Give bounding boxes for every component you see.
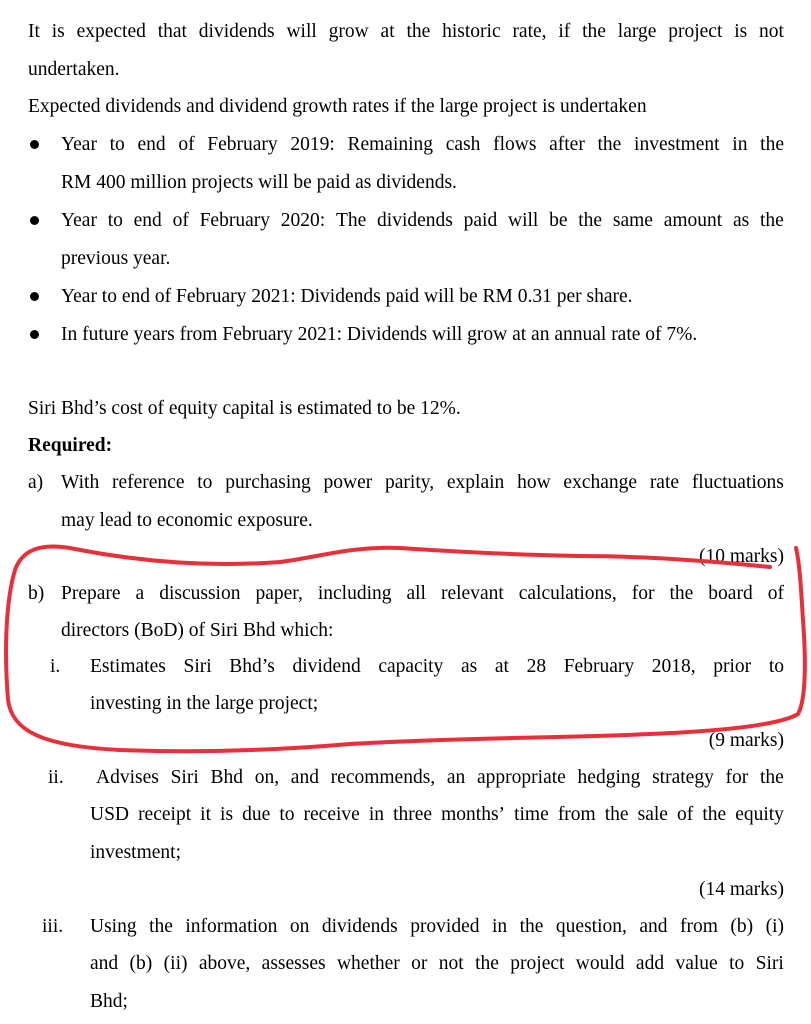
part-b-ii-line-2: USD receipt it is due to receive in three months’ time from the sale of the equity: [90, 804, 784, 825]
part-a-line-2: may lead to economic exposure.: [61, 510, 313, 531]
intro-line-1: It is expected that dividends will grow at the historic rate, if the large project is not: [28, 21, 784, 42]
part-a-marks: (10 marks): [698, 546, 784, 567]
part-b-iii-label: iii.: [42, 916, 64, 937]
bullet-3-line-1: Year to end of February 2021: Dividends paid will be RM 0.31 per share.: [61, 286, 633, 307]
part-b-line-1: Prepare a discussion paper, including all relevant calculations, for the board of: [61, 583, 784, 604]
part-b-iii-line-2: and (b) (ii) above, assesses whether or not the project would add value to Siri: [90, 953, 784, 974]
part-b-i-line-1: Estimates Siri Bhd’s dividend capacity as at 28 February 2018, prior to: [90, 656, 784, 677]
bullet-dot: [30, 140, 39, 149]
part-a-line-1: With reference to purchasing power parity, explain how exchange rate fluctuations: [61, 472, 784, 493]
bullet-4-line-1: In future years from February 2021: Dividends will grow at an annual rate of 7%.: [61, 324, 698, 345]
required-heading: Required:: [28, 435, 113, 456]
part-b-ii-line-3: investment;: [90, 842, 181, 863]
part-b-line-2: directors (BoD) of Siri Bhd which:: [61, 620, 334, 641]
part-b-ii-marks: (14 marks): [698, 879, 784, 900]
part-b-iii-line-3: Bhd;: [90, 991, 128, 1012]
part-a-label: a): [28, 472, 44, 493]
part-b-i-marks: (9 marks): [708, 730, 784, 751]
cost-of-equity-text: Siri Bhd’s cost of equity capital is estimated to be 12%.: [28, 398, 461, 419]
bullet-dot: [30, 292, 39, 301]
part-b-ii-line-1: Advises Siri Bhd on, and recommends, an appropriate hedging strategy for the: [96, 767, 784, 788]
part-b-label: b): [28, 583, 45, 604]
bullet-2-line-1: Year to end of February 2020: The dividends paid will be the same amount as the: [61, 210, 784, 231]
bullet-2-line-2: previous year.: [61, 248, 171, 269]
bullet-1-line-1: Year to end of February 2019: Remaining cash flows after the investment in the: [61, 134, 784, 155]
intro-line-2: undertaken.: [28, 59, 120, 80]
part-b-i-label: i.: [50, 656, 61, 677]
bullet-dot: [30, 330, 39, 339]
part-b-ii-label: ii.: [48, 767, 64, 788]
intro-line-3: Expected dividends and dividend growth rates if the large project is undertaken: [28, 96, 647, 117]
bullet-dot: [30, 216, 39, 225]
bullet-1-line-2: RM 400 million projects will be paid as dividends.: [61, 172, 457, 193]
part-b-i-line-2: investing in the large project;: [90, 693, 319, 714]
part-b-iii-line-1: Using the information on dividends provided in the question, and from (b) (i): [90, 916, 784, 937]
